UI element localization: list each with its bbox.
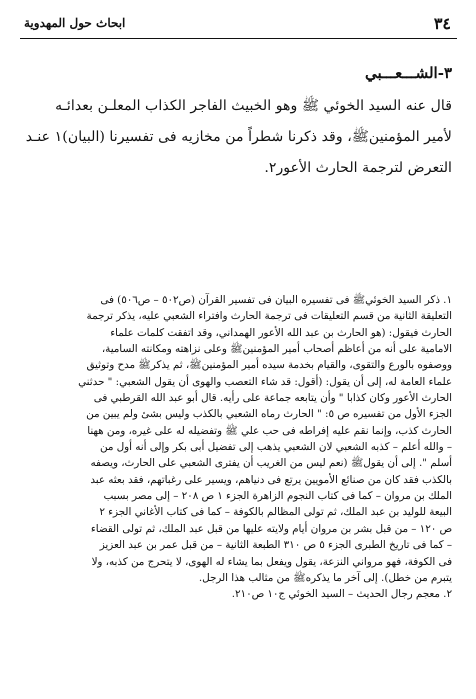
page-header (20, 14, 457, 39)
footnote-line: الحارث كذب، وإنما نقم عليه إفراطه فى حب علي ﷺ وتفضيله له على غيره، ومن ههنا (87, 424, 452, 437)
footnotes (20, 292, 452, 603)
footnote-line: ١. ذكر السيد الخوئيﷺ فى تفسيره البيان فى تفسير القرآن (ص٥٠٢ – ص٥٠٦) فى (100, 294, 452, 306)
footnote-line: الملك بن مروان – كما فى كتاب النجوم الزاهرة الجزء ١ ص ٢٠٨ – إلى مصر بسبب (103, 490, 452, 503)
footnote-line: الامامية على أنه من أعاظم أصحاب أمير المؤمنينﷺ وعلى نزاهته ومكانته السامية، (101, 343, 452, 356)
body-paragraph (24, 91, 452, 184)
footnote-line: يتبرم من خطل). إلى آخر ما يذكرهﷺ من مثالب هذا الرجل. (198, 571, 452, 584)
footnote-line: بالكذب فقد كان من صنائع الأمويين يرتع فى دنياهم، ويسير على رغباتهم، فقد بعثه عبد (90, 473, 452, 486)
body-line: لأمير المؤمنينﷺ، وقد ذكرنا شطراً من مخازيه فى تفسيرنا (البيان)١ عنـد (25, 129, 452, 145)
running-title: ابحاث حول المهدوية (24, 16, 126, 30)
footnote-line: الجزء الأول من تفسيره ص ٥: " الحارث رماه الشعبي بالكذب وليس بشئ ولم يبين من (86, 408, 452, 421)
footnote-line: ٢. معجم رجال الحديث – السيد الخوئي ج١٠ ص٢١٠. (231, 588, 452, 601)
body-line: التعرض لترجمة الحارث الأعور٢. (264, 160, 452, 176)
footnote-line: ص ١٢٠ – من قبل بشر بن مروان أيام ولايته عليها من قبل عبد الملك، ثم تولى القضاء (90, 522, 452, 535)
footnote-line: فى الكوفة، فهو مرواني النزعة، يقول ويفعل بما يشاء له الهوى، لا يتحرج من كذبه، ولا (91, 555, 452, 568)
footnote-line: – كما فى تاريخ الطبرى الجزء ٥ ص ٣١٠ الطبعة الثانية – من قبل عمر بن عبد العزيز (99, 539, 452, 552)
body-line: قال عنه السيد الخوئي ﷺ وهو الخبيث الفاجر الكذاب المعلـن بعدائـه (55, 98, 452, 114)
footnote-line: – والله أعلم – كذبه الشعبي لان الشعبي يذهب إلى تفضيل أبى بكر وإلى أنه أول من (100, 441, 452, 454)
page-number: ٣٤ (433, 14, 451, 33)
footnote-line: علماء العامة له، إلى أن يقول: (أقول: قد شاء التعصب والهوى أن يقول الشعبي: " حدثني (78, 375, 452, 388)
footnote-line: أسلم ". إلى أن يقولﷺ (نعم ليس من الغريب أن يفترى الشعبي على الحارث، ويصفه (90, 457, 452, 470)
footnote-line: ووصفوه بالورع والتقوى، والقيام بخدمة سيده أمير المؤمنينﷺ، ثم يذكرﷺ مدح وتوثيق (86, 359, 452, 372)
footnote-line: البيعة للوليد بن عبد الملك، ثم تولى المظالم بالكوفة – كما فى كتاب الأغاني الجزء ٢ (99, 506, 452, 519)
footnote-line: الحارث فيقول: (هو الحارث بن عبد الله الأعور الهمداني، وقد اتفقت كلمات علماء (110, 326, 452, 339)
footnote-line: الحارث الأعور وكان كذابا " وأن يتابعه جماعة على رأيه. قال أبو عبد الله القرطبي فى (93, 392, 452, 405)
footnote-line: التعليقة الثانية من قسم التعليقات فى ترجمة الحارث وافتراء الشعبي عليه، يذكر ترجمة (86, 310, 452, 323)
section-title: ٣-الشـــعـــبي (364, 64, 452, 82)
